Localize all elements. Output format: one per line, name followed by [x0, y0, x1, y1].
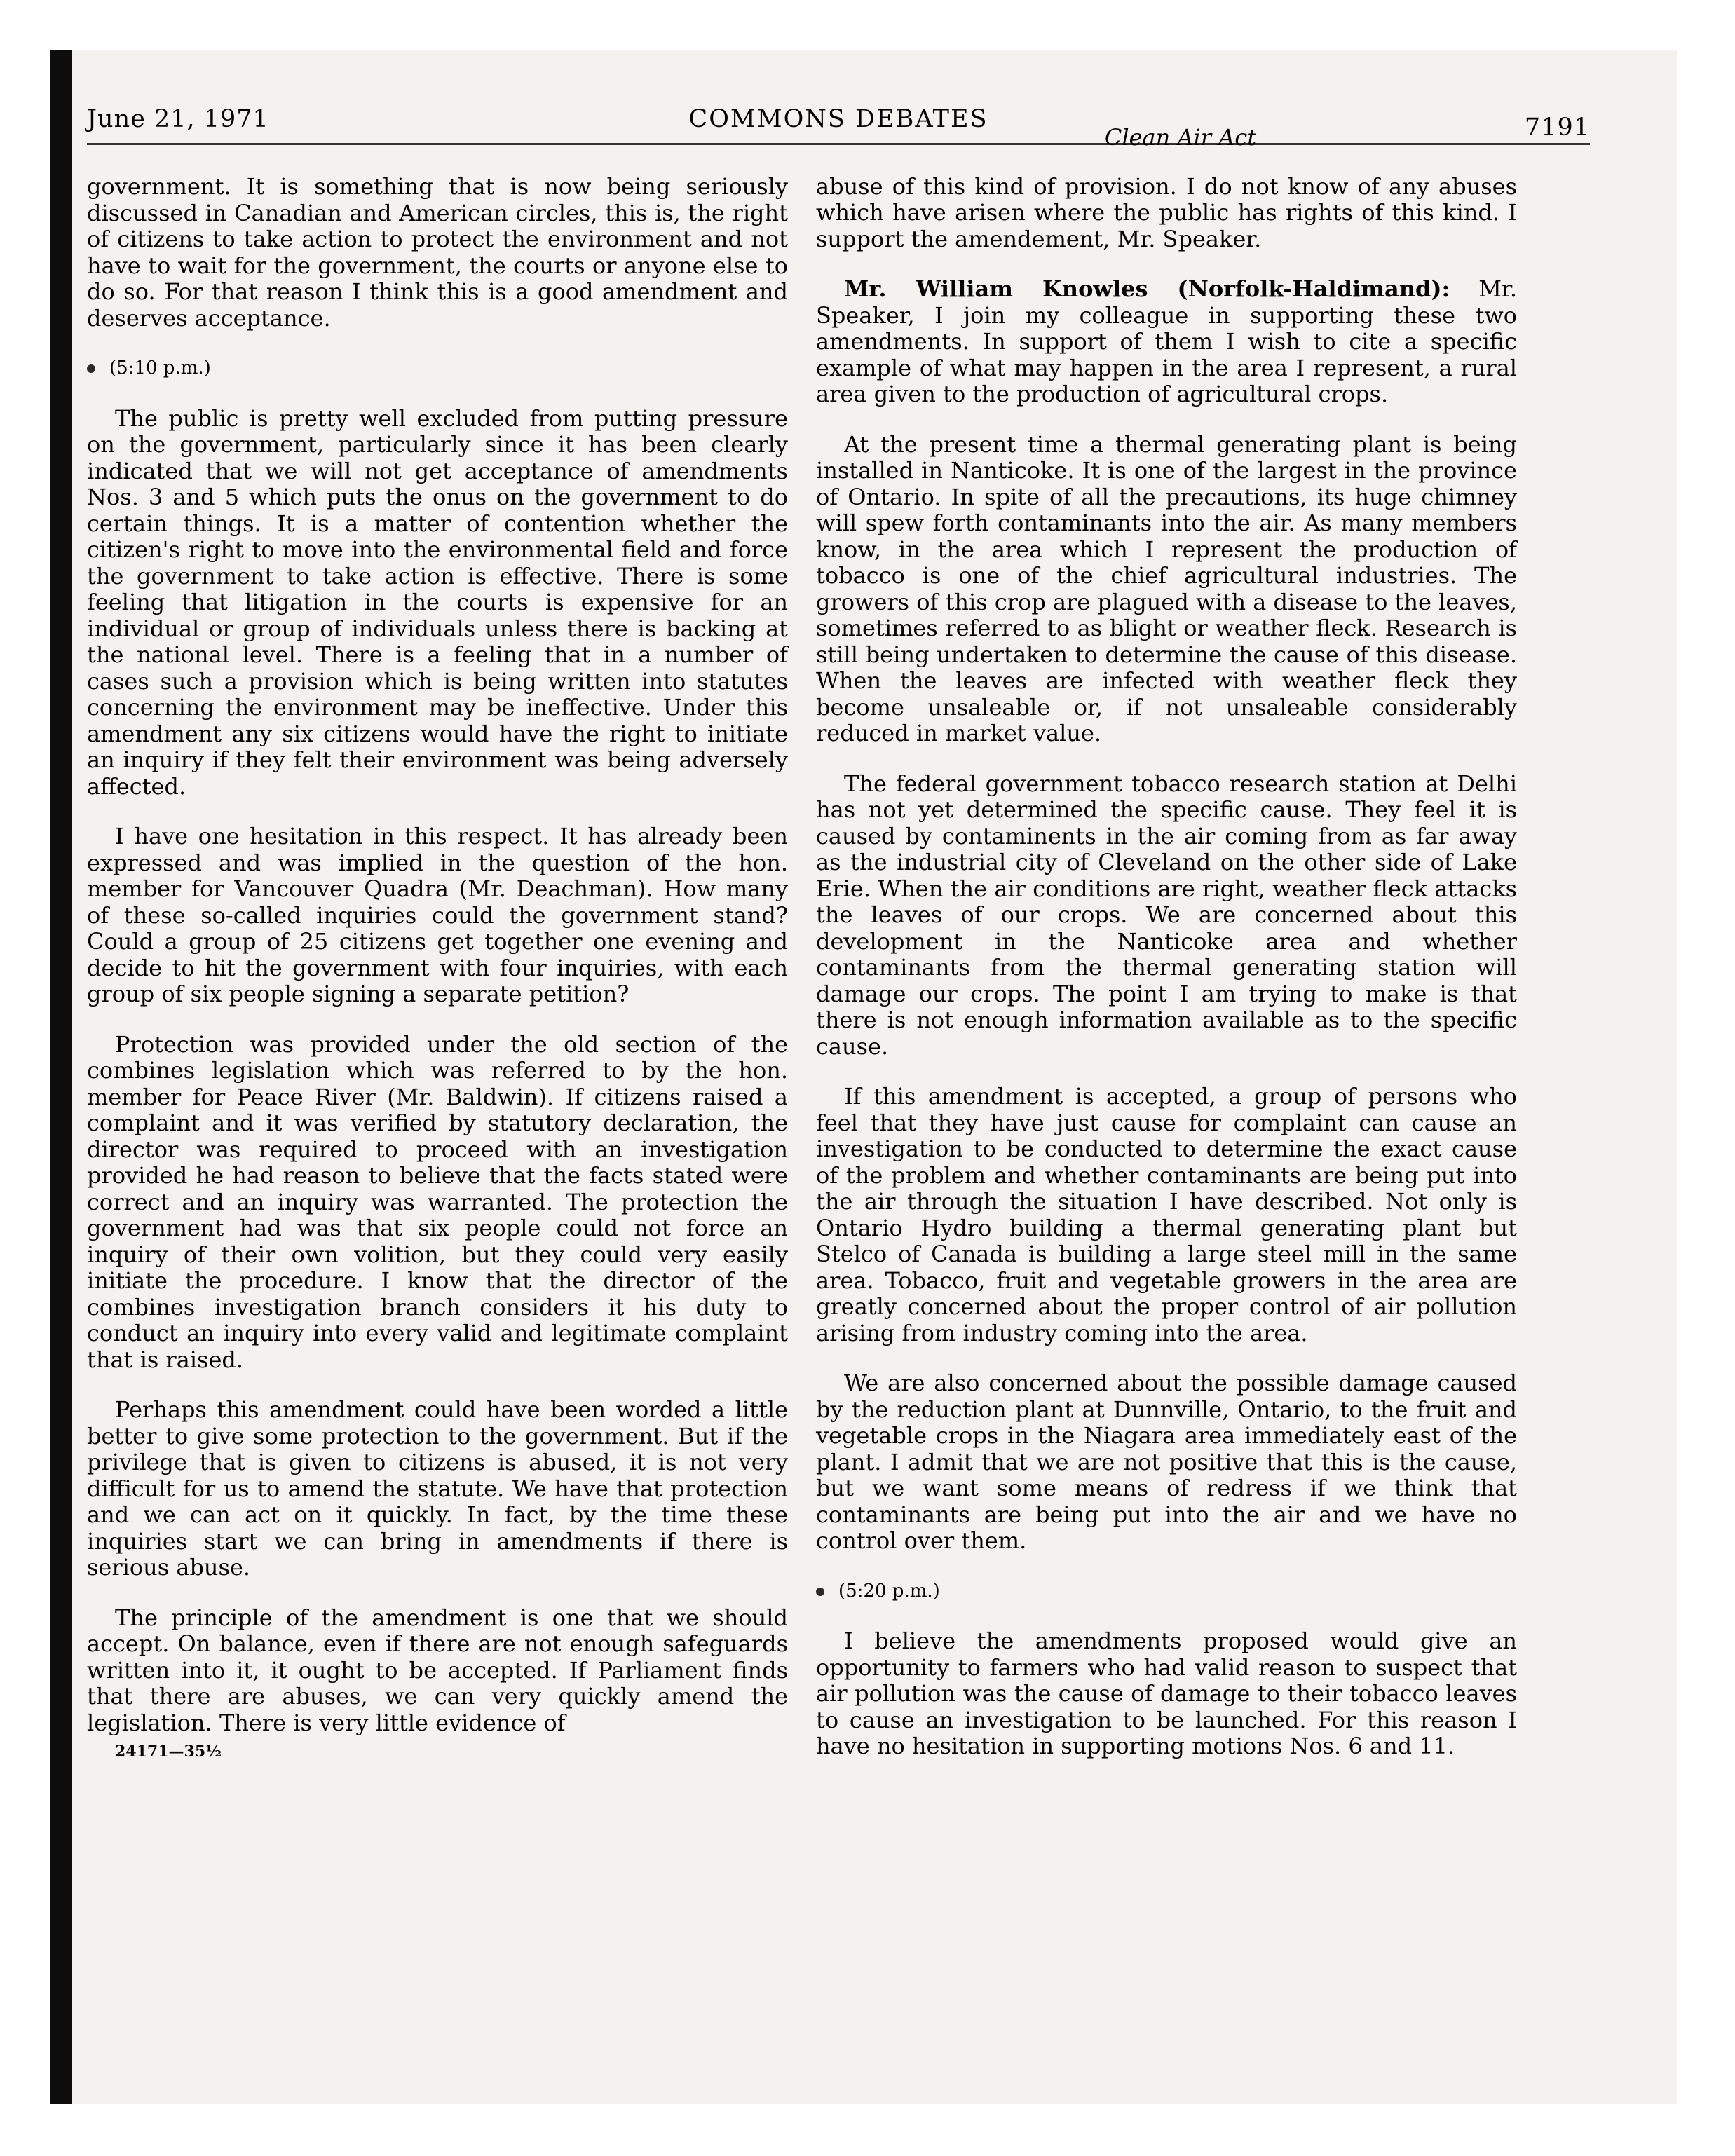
right-paragraph-1: abuse of this kind of provision. I do not know of any abuses which have arisen where the public has rights of this kind. I support the amendement, Mr. Speaker. — [816, 172, 1517, 252]
running-head: Clean Air Act — [1104, 124, 1257, 151]
right-paragraph-3: At the present time a thermal generating plant is being installed in Nanticoke. It is one of the largest in the province of Ontario. In spite of all the precautions, its huge chimney will spew forth contaminants into the air. As many members know, in the area which I represent the production of tobacco is one of the chief agricultural industries. The growers of this crop are plagued with a disease to the leaves, sometimes referred to as blight or weather fleck. Research is still being undertaken to determine the cause of this disease. When the leaves are infected with weather fleck they become unsaleable or, if not unsaleable considerably reduced in market value. — [816, 430, 1517, 746]
left-paragraph-3: I have one hesitation in this respect. It has already been expressed and was implied in the question of the hon. member for Vancouver Quadra (Mr. Deachman). How many of these so-called inquiries could the government stand? Could a group of 25 citizens get together one evening and decide to hit the government with four inquiries, with each group of six people signing a separate petition? — [87, 823, 788, 1007]
bullet-icon — [816, 1588, 824, 1596]
page-number: 7191 — [1524, 114, 1590, 142]
page-footnote: 24171—35½ — [115, 1742, 222, 1761]
left-column — [87, 174, 788, 1789]
bullet-icon — [87, 364, 95, 373]
right-paragraph-5: If this amendment is accepted, a group of persons who feel that they have just cause for complaint can cause an investigation to be conducted to determine the exact cause of the problem and whether contaminants are being put into the air through the situation I have described. Not only is Ontario Hydro building a thermal generating plant but Stelco of Canada is building a large steel mill in the same area. Tobacco, fruit and vegetable growers in the area are greatly concerned about the proper control of air pollution arising from industry coming into the area. — [816, 1083, 1517, 1346]
left-paragraph-5: Perhaps this amendment could have been worded a little better to give some protection to the government. But if the privilege that is given to citizens is abused, it is not very difficult for us to amend the statute. We have that protection and we can act on it quickly. In fact, by the time these inquiries start we can bring in amendments if there is serious abuse. — [87, 1396, 788, 1581]
left-paragraph-4: Protection was provided under the old section of the combines legislation which was referred to by the hon. member for Peace River (Mr. Baldwin). If citizens raised a complaint and it was verified by statutory declaration, the director was required to proceed with an investigation provided he had reason to believe that the facts stated were correct and an inquiry was warranted. The protection the government had was that six people could not force an inquiry of their own volition, but they could very easily initiate the procedure. I know that the director of the combines investigation branch considers it his duty to conduct an inquiry into every valid and legitimate complaint that is raised. — [87, 1030, 788, 1373]
header-date: June 21, 1971 — [87, 105, 269, 133]
left-paragraph-1: government. It is something that is now being seriously discussed in Canadian and American circles, this is, the right of citizens to take action to protect the environment and not have to wait for the government, the courts or anyone else to do so. For that reason I think this is a good amendment and deserves acceptance. — [87, 173, 788, 332]
right-paragraph-4: The federal government tobacco research station at Delhi has not yet determined the specific cause. They feel it is caused by contaminents in the air coming from as far away as the industrial city of Cleveland on the other side of Lake Erie. When the air conditions are right, weather fleck attacks the leaves of our crops. We are concerned about this development in the Nanticoke area and whether contaminants from the thermal generating station will damage our crops. The point I am trying to make is that there is not enough information available as to the specific cause. — [816, 770, 1517, 1060]
right-paragraph-2 — [816, 276, 1517, 408]
header-title: COMMONS DEBATES — [688, 105, 988, 133]
time-stamp-text: (5:10 p.m.) — [109, 357, 211, 378]
time-stamp-1 — [87, 355, 788, 382]
speaker-text: Mr. Speaker, I join my colleague in supporting these two amendments. In support of them I wish to cite a specific example of what may happen in the area I represent, a rural area given to the production of agricultural crops. — [816, 275, 1517, 407]
left-paragraph-2: The public is pretty well excluded from putting pressure on the government, particularly since it has been clearly indicated that we will not get acceptance of amendments Nos. 3 and 5 which puts the onus on the government to do certain things. It is a matter of contention whether the citizen's right to move into the environmental field and force the government to take action is effective. There is some feeling that litigation in the courts is expensive for an individual or group of individuals unless there is backing at the national level. There is a feeling that in a number of cases such a provision which is being written into statutes concerning the environment may be ineffective. Under this amendment any six citizens would have the right to initiate an inquiry if they felt their environment was being adversely affected. — [87, 404, 788, 800]
right-column — [816, 124, 1517, 1784]
time-stamp-text: (5:20 p.m.) — [838, 1580, 940, 1602]
right-paragraph-6: We are also concerned about the possible damage caused by the reduction plant at Dunnville, Ontario, to the fruit and vegetable crops in the Niagara area immediately east of the plant. I admit that we are not positive that this is the cause, but we want some means of redress if we think that contaminants are being put into the air and we have no control over them. — [816, 1370, 1517, 1554]
time-stamp-2 — [816, 1578, 1517, 1605]
speaker-name: Mr. William Knowles (Norfolk-Haldimand): — [844, 275, 1450, 302]
right-paragraph-7: I believe the amendments proposed would give an opportunity to farmers who had valid reason to suspect that air pollution was the cause of damage to their tobacco leaves to cause an investigation to be launched. For this reason I have no hesitation in supporting motions Nos. 6 and 11. — [816, 1628, 1517, 1759]
left-paragraph-6: The principle of the amendment is one that we should accept. On balance, even if there are not enough safeguards written into it, it ought to be accepted. If Parliament finds that there are abuses, we can very quickly amend the legislation. There is very little evidence of — [87, 1604, 788, 1736]
scan-edge — [50, 50, 72, 2104]
